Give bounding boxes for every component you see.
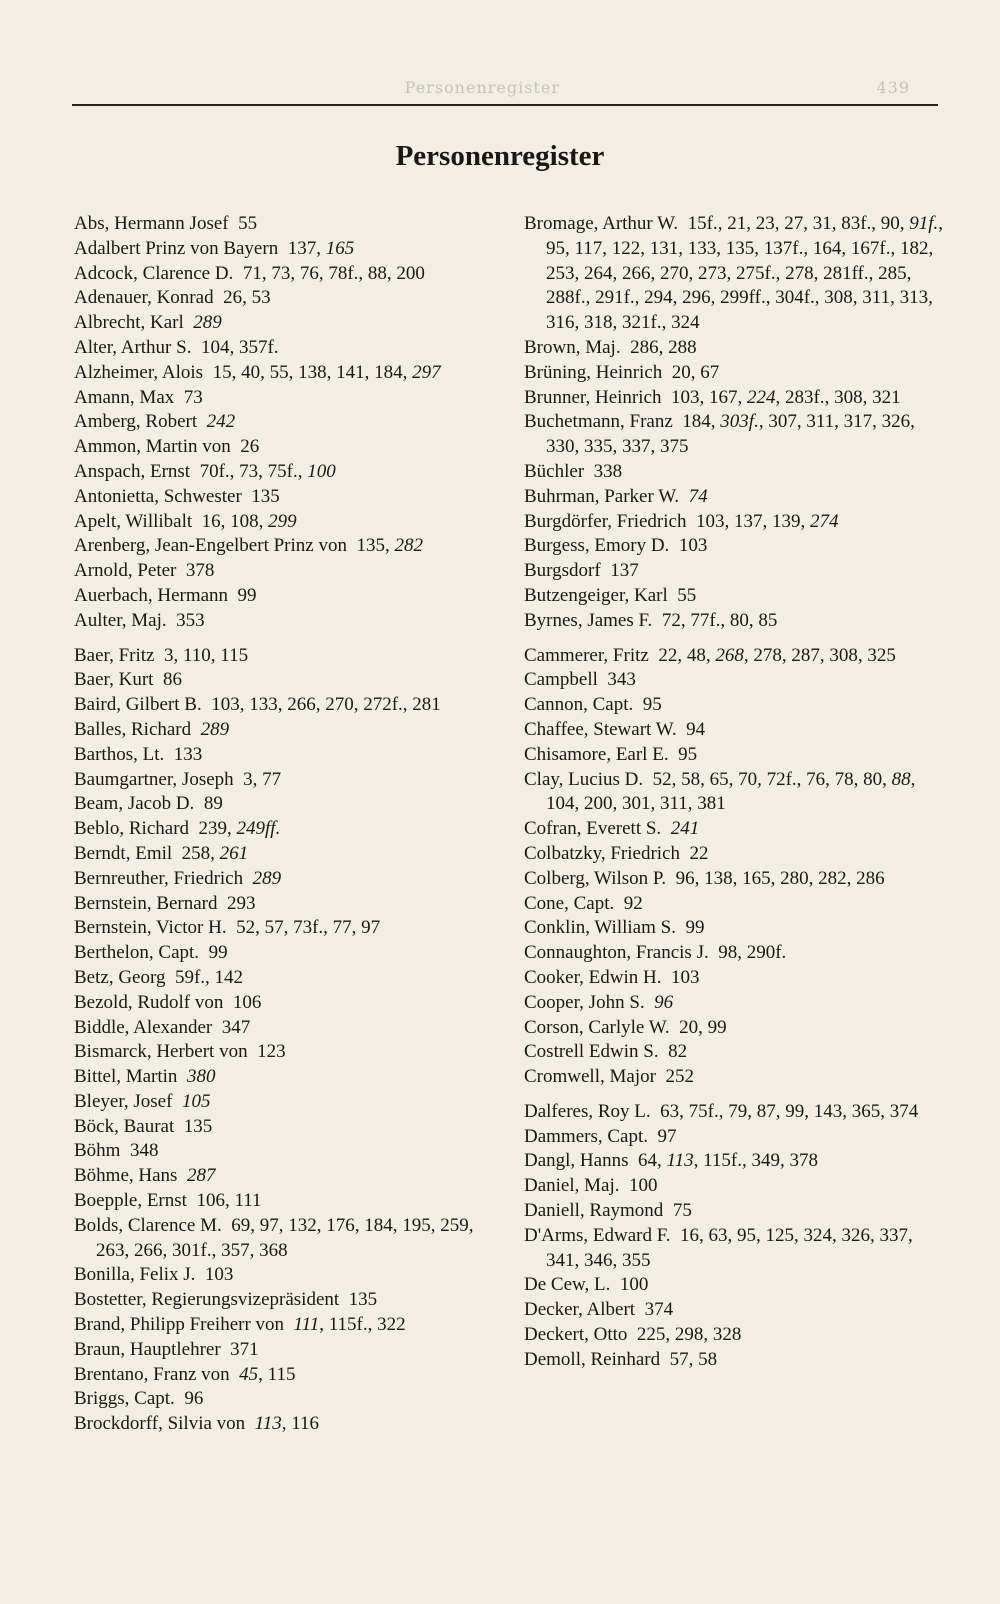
index-entry-pages: 105 (181, 1090, 211, 1112)
index-entry (524, 743, 944, 768)
index-entry (74, 485, 504, 510)
index-entry (74, 1115, 504, 1140)
index-entry (74, 1363, 504, 1388)
index-entry-pages: 106, 111 (196, 1190, 262, 1212)
index-entry-pages: 72, 77f., 80, 85 (661, 609, 778, 631)
index-entry-name: Bleyer, Josef (74, 1090, 173, 1112)
index-entry-name: Bismarck, Herbert von (74, 1041, 248, 1063)
index-entry (74, 892, 504, 917)
index-entry-pages: 103, 167, 224, 283f., 308, 321 (670, 386, 901, 408)
index-entry-name: Decker, Albert (524, 1299, 636, 1321)
index-entry (74, 1090, 504, 1115)
index-entry-pages: 106 (232, 991, 262, 1013)
index-entry-name: Auerbach, Hermann (74, 584, 229, 606)
index-entry-pages: 22 (689, 842, 709, 864)
index-entry (74, 644, 504, 669)
index-entry (524, 386, 944, 411)
index-entry-name: Berthelon, Capt. (74, 942, 200, 964)
index-entry-pages: 103, 133, 266, 270, 272f., 281 (211, 694, 441, 716)
index-entry-pages: 113, 116 (254, 1413, 320, 1435)
index-entry-name: Buhrman, Parker W. (524, 485, 680, 507)
index-entry-pages: 20, 99 (679, 1016, 727, 1038)
index-entry (524, 361, 944, 386)
index-entry-name: Bernstein, Victor H. (74, 917, 227, 939)
index-entry-pages: 20, 67 (671, 361, 720, 383)
index-entry (524, 1348, 944, 1373)
index-entry-name: Betz, Georg (74, 966, 166, 988)
index-entry-pages: 95 (642, 694, 662, 716)
index-entry (74, 1387, 504, 1412)
index-entry-pages: 286, 288 (630, 336, 697, 358)
index-entry-name: Baer, Kurt (74, 669, 154, 691)
index-entry (524, 559, 944, 584)
index-entry-name: Brentano, Franz von (74, 1363, 230, 1385)
header-rule (72, 104, 938, 106)
index-entry-name: Abs, Hermann Josef (74, 213, 229, 234)
index-entry (524, 485, 944, 510)
index-entry (74, 262, 504, 287)
index-entry-name: Cofran, Everett S. (524, 818, 662, 840)
index-entry (74, 1313, 504, 1338)
index-entry (74, 510, 504, 535)
index-entry (74, 1214, 504, 1264)
index-entry-pages: 289 (252, 867, 282, 889)
index-entry-name: Ammon, Martin von (74, 436, 231, 458)
index-entry (74, 1164, 504, 1189)
index-entry-pages: 94 (686, 718, 706, 740)
index-entry (524, 644, 944, 669)
index-entry-name: Dalferes, Roy L. (524, 1100, 651, 1122)
index-entry-pages: 137 (610, 560, 639, 582)
index-entry (74, 1288, 504, 1313)
index-entry-pages: 26 (240, 436, 260, 458)
index-entry (74, 460, 504, 485)
index-entry-name: Demoll, Reinhard (524, 1348, 661, 1370)
index-entry-name: D'Arms, Edward F. (524, 1224, 671, 1246)
index-entry-name: Boepple, Ernst (74, 1190, 187, 1212)
index-entry (74, 1139, 504, 1164)
index-entry-pages: 16, 63, 95, 125, 324, 326, 337, 341, 346, 355 (546, 1224, 913, 1271)
index-entry (524, 1016, 944, 1041)
index-entry (74, 584, 504, 609)
index-entry (74, 743, 504, 768)
index-entry-name: Albrecht, Karl (74, 312, 184, 334)
index-entry-name: Burgdörfer, Friedrich (524, 510, 687, 532)
index-entry-name: Böhm (74, 1140, 121, 1162)
index-entry-pages: 137, 165 (287, 237, 355, 259)
index-column-left (74, 212, 504, 1437)
index-entry (524, 693, 944, 718)
index-column-right (524, 212, 944, 1373)
index-entry-pages: 103, 137, 139, 274 (695, 510, 839, 532)
index-entry-name: Cooker, Edwin H. (524, 966, 662, 988)
bleed-through-page-number: 439 (876, 78, 910, 97)
index-entry-name: Adalbert Prinz von Bayern (74, 237, 279, 259)
index-entry-pages: 22, 48, 268, 278, 287, 308, 325 (658, 644, 896, 666)
index-entry (74, 1016, 504, 1041)
index-entry (524, 1065, 944, 1090)
index-entry-name: Colberg, Wilson P. (524, 867, 667, 889)
index-entry-pages: 63, 75f., 79, 87, 99, 143, 365, 374 (660, 1100, 919, 1122)
index-entry-pages: 3, 110, 115 (164, 644, 249, 666)
index-entry-name: Chaffee, Stewart W. (524, 718, 677, 740)
index-entry (524, 1199, 944, 1224)
index-entry-name: Alzheimer, Alois (74, 361, 204, 383)
index-entry-pages: 343 (607, 669, 636, 691)
index-entry (74, 609, 504, 634)
index-entry (524, 1298, 944, 1323)
index-entry-pages: 100 (629, 1175, 658, 1197)
index-entry-name: Apelt, Willibalt (74, 510, 193, 532)
index-entry-pages: 92 (623, 892, 643, 914)
index-entry (74, 336, 504, 361)
index-entry-pages: 133 (173, 743, 203, 765)
index-entry (524, 842, 944, 867)
index-entry-pages: 111, 115f., 322 (293, 1314, 406, 1336)
index-entry (524, 817, 944, 842)
index-entry-pages: 99 (685, 917, 705, 939)
index-entry-name: Baird, Gilbert B. (74, 694, 202, 716)
index-entry-pages: 75 (672, 1200, 692, 1222)
index-entry (74, 991, 504, 1016)
index-entry-name: Baer, Fritz (74, 644, 155, 666)
index-entry-pages: 287 (186, 1165, 216, 1187)
index-entry (524, 966, 944, 991)
index-entry-pages: 239, 249ff. (198, 818, 281, 840)
index-entry-name: Berndt, Emil (74, 842, 173, 864)
index-entry-pages: 95 (678, 743, 698, 765)
index-entry-name: Cammerer, Fritz (524, 644, 649, 666)
index-entry (524, 584, 944, 609)
index-entry (74, 361, 504, 386)
index-entry-pages: 348 (129, 1140, 159, 1162)
index-entry-pages: 70f., 73, 75f., 100 (199, 460, 336, 482)
index-entry-pages: 89 (203, 793, 223, 815)
index-entry (524, 941, 944, 966)
index-entry-name: Byrnes, James F. (524, 609, 653, 631)
index-entry-name: Antonietta, Schwester (74, 485, 242, 507)
index-entry-name: Beblo, Richard (74, 818, 190, 840)
index-entry-name: Campbell (524, 669, 598, 691)
index-entry (524, 609, 944, 634)
index-entry-pages: 96 (184, 1388, 204, 1410)
index-entry-pages: 184, 303f., 307, 311, 317, 326, 330, 335, 337, 375 (546, 411, 915, 458)
index-entry-name: Barthos, Lt. (74, 743, 165, 765)
index-entry (524, 336, 944, 361)
index-entry-name: Daniel, Maj. (524, 1175, 620, 1197)
index-entry-pages: 135 (251, 485, 280, 507)
index-entry-name: Biddle, Alexander (74, 1016, 213, 1038)
index-entry-name: Bolds, Clarence M. (74, 1214, 222, 1236)
index-entry-pages: 99 (237, 584, 257, 606)
index-entry-pages: 97 (657, 1125, 677, 1147)
index-entry (74, 941, 504, 966)
index-entry (524, 1149, 944, 1174)
index-entry (524, 867, 944, 892)
index-entry-name: Bernreuther, Friedrich (74, 867, 244, 889)
index-entry-name: Dangl, Hanns (524, 1150, 629, 1172)
index-entry (74, 718, 504, 743)
index-entry-pages: 225, 298, 328 (636, 1324, 742, 1346)
index-entry-pages: 103 (678, 535, 708, 557)
index-entry-pages: 258, 261 (181, 842, 249, 864)
index-entry-pages: 96, 138, 165, 280, 282, 286 (675, 867, 885, 889)
index-entry (74, 559, 504, 584)
index-entry (74, 916, 504, 941)
index-entry-name: Chisamore, Earl E. (524, 743, 669, 765)
index-entry-name: Arnold, Peter (74, 560, 177, 582)
index-entry-pages: 123 (257, 1041, 286, 1063)
index-entry-name: Bernstein, Bernard (74, 892, 218, 914)
index-entry (524, 916, 944, 941)
index-entry-pages: 99 (208, 942, 228, 964)
index-entry-pages: 15f., 21, 23, 27, 31, 83f., 90, 91f., 95, 117, 122, 131, 133, 135, 137f., 164, 167f., 182, 253, 264, 266, 270, 273, 275f., 278, 281ff., 285, 288f., 291f., 294, 296, 299ff., 304f., 308, 311, 313, 316, 318, 321f., 324 (546, 213, 944, 334)
index-entry-pages: 104, 357f. (200, 336, 279, 358)
index-entry (524, 1040, 944, 1065)
index-entry (524, 892, 944, 917)
index-entry (74, 534, 504, 559)
index-entry-name: Deckert, Otto (524, 1324, 628, 1346)
index-entry-name: Connaughton, Francis J. (524, 942, 709, 964)
index-entry-pages: 64, 113, 115f., 349, 378 (637, 1150, 818, 1172)
index-entry-pages: 45, 115 (239, 1363, 296, 1385)
index-entry-name: Daniell, Raymond (524, 1200, 664, 1222)
index-entry (74, 435, 504, 460)
index-entry-pages: 100 (619, 1274, 649, 1296)
index-entry-name: Brand, Philipp Freiherr von (74, 1314, 285, 1336)
index-entry-pages: 289 (193, 312, 222, 334)
index-entry-name: Arenberg, Jean-Engelbert Prinz von (74, 535, 347, 557)
index-entry-name: Conklin, William S. (524, 917, 676, 939)
index-entry (524, 668, 944, 693)
index-entry-pages: 26, 53 (223, 287, 271, 309)
index-entry-name: Anspach, Ernst (74, 460, 191, 482)
index-entry-pages: 374 (644, 1299, 674, 1321)
index-entry-name: Cooper, John S. (524, 991, 645, 1013)
index-entry (524, 1323, 944, 1348)
index-entry (524, 212, 944, 336)
index-entry-name: Costrell Edwin S. (524, 1041, 659, 1063)
index-entry (524, 460, 944, 485)
index-entry-pages: 55 (238, 213, 258, 234)
index-entry-pages: 289 (200, 718, 230, 740)
index-entry-name: Brown, Maj. (524, 336, 621, 358)
index-entry-pages: 135 (348, 1289, 378, 1311)
index-entry (74, 817, 504, 842)
index-entry (74, 1338, 504, 1363)
index-entry-pages: 16, 108, 299 (201, 510, 297, 532)
index-entry-pages: 347 (221, 1016, 251, 1038)
index-entry-name: Amann, Max (74, 386, 175, 408)
index-entry-name: Adcock, Clarence D. (74, 262, 234, 284)
index-entry (74, 1412, 504, 1437)
index-entry (74, 1263, 504, 1288)
index-entry-name: Colbatzky, Friedrich (524, 842, 681, 864)
index-entry-pages: 353 (176, 609, 205, 631)
index-entry-pages: 103 (671, 966, 700, 988)
index-entry-name: Corson, Carlyle W. (524, 1016, 670, 1038)
index-entry (524, 410, 944, 460)
index-entry-name: Butzengeiger, Karl (524, 584, 668, 606)
index-entry-pages: 293 (227, 892, 256, 914)
index-entry-pages: 52, 58, 65, 70, 72f., 76, 78, 80, 88, 104, 200, 301, 311, 381 (546, 768, 916, 815)
index-entry-name: Dammers, Capt. (524, 1125, 649, 1147)
bleed-through-header (405, 78, 910, 97)
page-title: Personenregister (395, 140, 605, 172)
index-entry-pages: 86 (162, 669, 182, 691)
index-entry (74, 237, 504, 262)
index-entry (74, 386, 504, 411)
index-entry-pages: 242 (206, 411, 236, 433)
index-entry-name: Aulter, Maj. (74, 609, 167, 631)
index-entry (524, 718, 944, 743)
index-entry (524, 1174, 944, 1199)
index-entry-name: Beam, Jacob D. (74, 793, 195, 815)
index-entry (74, 286, 504, 311)
index-entry-pages: 59f., 142 (174, 966, 244, 988)
index-entry (524, 1100, 944, 1125)
index-entry-pages: 252 (665, 1066, 694, 1088)
index-entry-pages: 69, 97, 132, 176, 184, 195, 259, 263, 266, 301f., 357, 368 (96, 1214, 474, 1261)
index-entry-name: Burgess, Emory D. (524, 535, 670, 557)
index-entry-name: Amberg, Robert (74, 411, 198, 433)
index-entry (524, 768, 944, 818)
index-entry (74, 1040, 504, 1065)
index-entry-name: Cone, Capt. (524, 892, 615, 914)
index-entry-name: Cannon, Capt. (524, 694, 634, 716)
index-entry (74, 792, 504, 817)
index-entry-name: Böck, Baurat (74, 1115, 175, 1137)
index-entry-pages: 71, 73, 76, 78f., 88, 200 (242, 262, 425, 284)
index-entry-name: Buchetmann, Franz (524, 411, 673, 433)
index-entry-pages: 15, 40, 55, 138, 141, 184, 297 (212, 361, 441, 383)
index-entry-name: Adenauer, Konrad (74, 287, 214, 309)
index-entry-name: Balles, Richard (74, 718, 192, 740)
index-entry-pages: 98, 290f. (718, 942, 787, 964)
index-entry-pages: 82 (668, 1041, 688, 1063)
index-entry-pages: 74 (688, 485, 708, 507)
index-entry-name: Braun, Hauptlehrer (74, 1338, 221, 1360)
index-entry (74, 410, 504, 435)
index-entry-name: Brüning, Heinrich (524, 361, 663, 383)
index-entry-pages: 55 (677, 584, 697, 606)
index-entry (74, 1189, 504, 1214)
bleed-through-title: Personenregister (404, 78, 560, 97)
index-entry (74, 768, 504, 793)
index-entry-pages: 371 (230, 1338, 259, 1360)
index-entry-name: Bezold, Rudolf von (74, 991, 224, 1013)
index-entry-name: Brunner, Heinrich (524, 386, 662, 408)
index-entry (74, 1065, 504, 1090)
index-entry-name: Alter, Arthur S. (74, 336, 192, 358)
index-entry (524, 1273, 944, 1298)
index-entry-name: Brockdorff, Silvia von (74, 1413, 246, 1435)
index-entry (524, 1125, 944, 1150)
index-entry-pages: 103 (204, 1264, 234, 1286)
index-entry (524, 534, 944, 559)
index-entry (74, 693, 504, 718)
index-entry-pages: 3, 77 (243, 768, 282, 790)
index-entry-pages: 57, 58 (669, 1348, 718, 1370)
index-entry-name: Bromage, Arthur W. (524, 213, 679, 234)
index-entry (74, 212, 504, 237)
index-entry (74, 966, 504, 991)
index-entry (524, 991, 944, 1016)
index-entry-pages: 73 (183, 386, 203, 408)
index-entry-name: Bittel, Martin (74, 1066, 178, 1088)
index-entry (524, 510, 944, 535)
index-entry (74, 311, 504, 336)
index-entry-pages: 380 (186, 1066, 216, 1088)
index-entry-name: Cromwell, Major (524, 1066, 656, 1088)
index-entry-name: Böhme, Hans (74, 1165, 178, 1187)
index-entry-name: Baumgartner, Joseph (74, 768, 234, 790)
index-entry (74, 842, 504, 867)
index-entry-name: Briggs, Capt. (74, 1388, 175, 1410)
index-entry-name: Büchler (524, 460, 585, 482)
index-entry-pages: 52, 57, 73f., 77, 97 (236, 917, 381, 939)
index-entry-pages: 135, 282 (356, 535, 423, 557)
index-entry-pages: 241 (670, 818, 700, 840)
index-entry-name: De Cew, L. (524, 1274, 611, 1296)
index-entry (74, 867, 504, 892)
index-entry-name: Clay, Lucius D. (524, 768, 644, 790)
index-entry-pages: 96 (654, 991, 674, 1013)
index-entry (524, 1224, 944, 1274)
index-entry-pages: 378 (185, 560, 215, 582)
index-entry-name: Burgsdorf (524, 560, 601, 582)
index-entry-pages: 338 (593, 460, 623, 482)
index-entry-name: Bonilla, Felix J. (74, 1264, 196, 1286)
index-entry (74, 668, 504, 693)
index-entry-pages: 135 (183, 1115, 213, 1137)
index-entry-name: Bostetter, Regierungsvizepräsident (74, 1289, 340, 1311)
